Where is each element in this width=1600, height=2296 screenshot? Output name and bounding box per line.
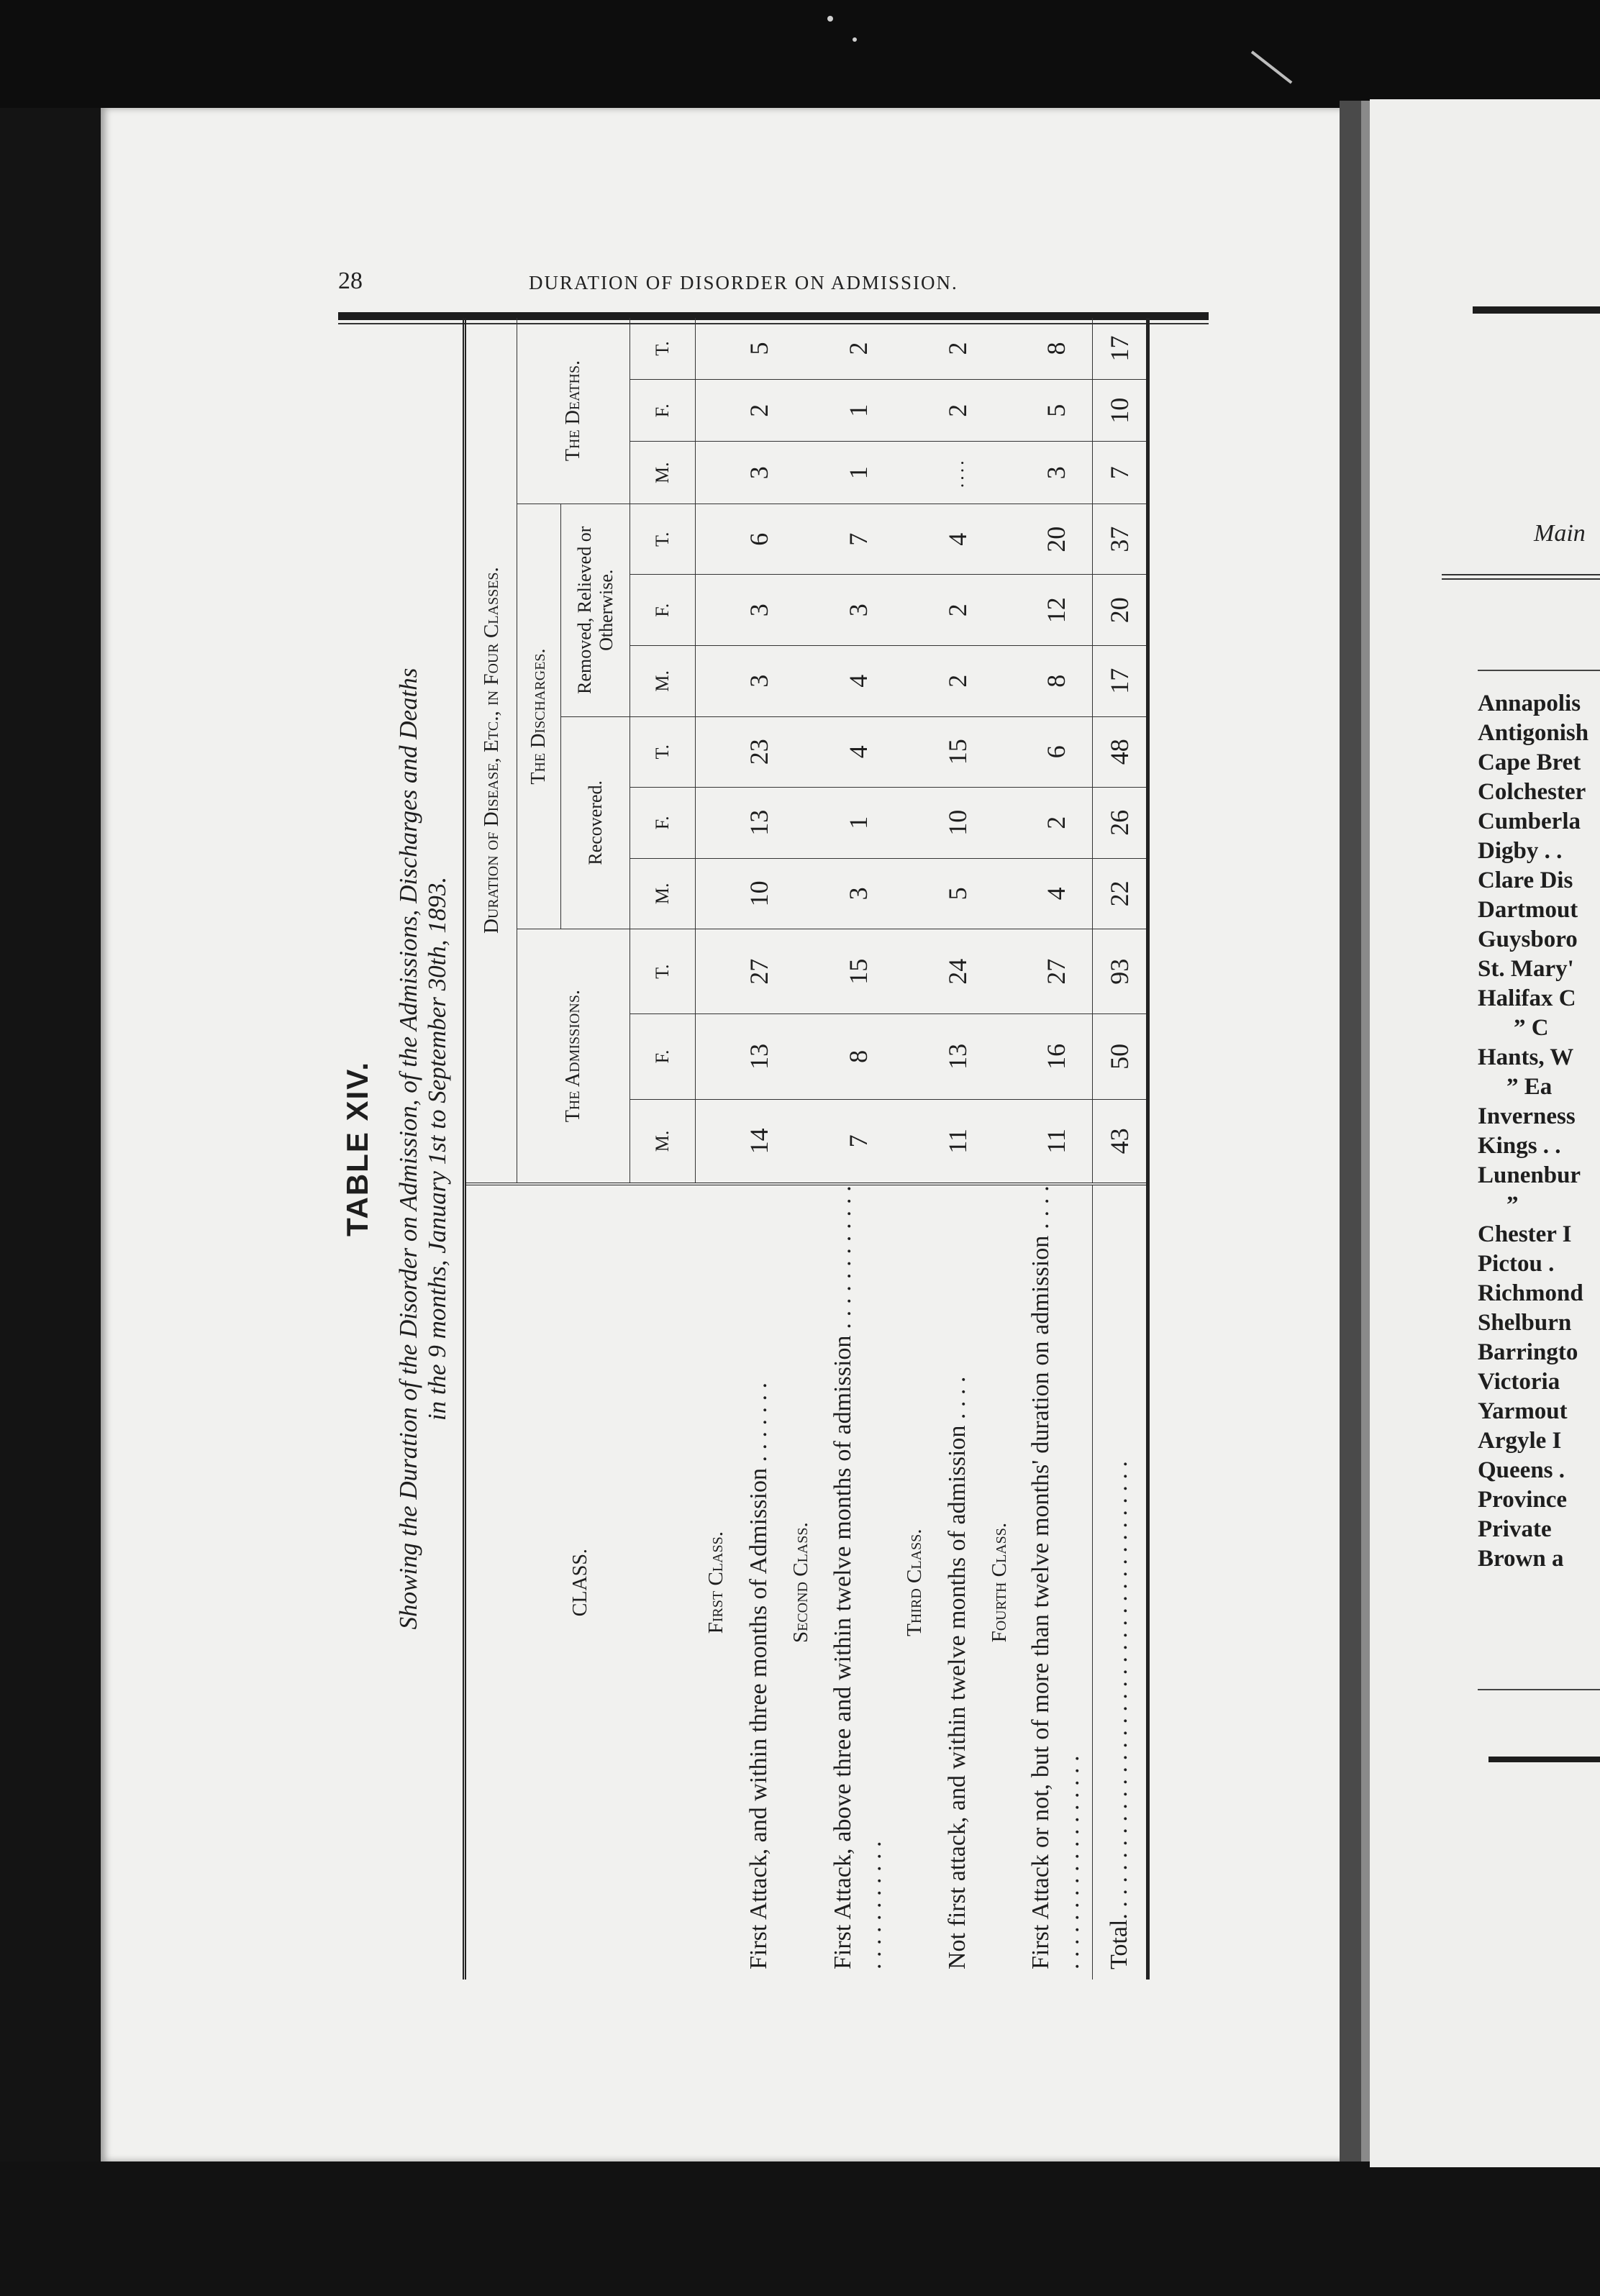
table-cell: 7 — [822, 504, 894, 575]
list-item: Guysboro — [1478, 926, 1578, 952]
total-cell: 48 — [1093, 716, 1148, 788]
list-item: Yarmout — [1478, 1398, 1568, 1424]
table-cell: 11 — [936, 1099, 979, 1184]
table-cell: 11 — [1021, 1099, 1093, 1184]
rule — [1478, 1689, 1600, 1690]
col-f: F. — [630, 788, 696, 859]
admissions-header: The Admissions. — [517, 929, 630, 1185]
table-cell: 6 — [737, 504, 781, 575]
col-t: T. — [630, 318, 696, 380]
rule — [1442, 574, 1600, 575]
table-cell: 3 — [737, 442, 781, 504]
col-t: T. — [630, 504, 696, 575]
table-cell: 4 — [822, 716, 894, 788]
scan-speck — [853, 37, 857, 42]
table-cell: 15 — [822, 929, 894, 1014]
class-label: Second Class. — [781, 1184, 822, 1980]
list-item: Argyle I — [1478, 1428, 1562, 1454]
row-text: First Attack or not, but of more than twelve months' duration on admission — [1027, 1235, 1055, 1969]
list-item: Province — [1478, 1487, 1568, 1513]
rule — [1478, 670, 1600, 671]
list-item: Clare Dis — [1478, 867, 1573, 893]
list-item: ” — [1506, 1192, 1519, 1218]
removed-header: Removed, Relieved or Otherwise. — [561, 504, 630, 716]
table-cell: 13 — [737, 1014, 781, 1099]
total-row-label — [1093, 1184, 1148, 1980]
col-t: T. — [630, 929, 696, 1014]
table-cell: 5 — [1021, 380, 1093, 442]
table-cell: 1 — [822, 788, 894, 859]
table-cell: 8 — [1021, 318, 1093, 380]
col-m: M. — [630, 1099, 696, 1184]
list-item: Chester I — [1478, 1221, 1572, 1247]
total-cell: 17 — [1093, 318, 1148, 380]
total-cell: 10 — [1093, 380, 1148, 442]
total-cell: 50 — [1093, 1014, 1148, 1099]
rotated-table-block — [329, 318, 1207, 1980]
table-cell: 5 — [737, 318, 781, 380]
list-item: Colchester — [1478, 779, 1586, 805]
col-class-header: CLASS. — [465, 1184, 696, 1980]
table-cell: 3 — [822, 858, 894, 929]
table-cell: 2 — [1021, 788, 1093, 859]
table-cell: 2 — [936, 318, 979, 380]
table-cell: 7 — [822, 1099, 894, 1184]
table-cell: 24 — [936, 929, 979, 1014]
county-list — [1478, 689, 1588, 1574]
list-item: Kings . . — [1478, 1133, 1561, 1159]
list-item: Cape Bret — [1478, 750, 1581, 775]
class-label: Third Class. — [894, 1184, 936, 1980]
col-t: T. — [630, 716, 696, 788]
heading-fragment: Main — [1534, 520, 1586, 547]
table-cell: 3 — [737, 646, 781, 717]
group-header: Duration of Disease, Etc., in Four Classes. — [465, 318, 517, 1184]
list-item: Digby . . — [1478, 838, 1563, 864]
table-cell: 20 — [1021, 504, 1093, 575]
list-item: Brown a — [1478, 1546, 1564, 1572]
class-label: First Class. — [696, 1184, 737, 1980]
table-cell: 23 — [737, 716, 781, 788]
table-cell: 3 — [737, 575, 781, 646]
table-cell: 12 — [1021, 575, 1093, 646]
leader-dots: . . . . . . . . . . . . . . . . . . . . . . — [1027, 1185, 1085, 1969]
film-border-bottom — [0, 2161, 1600, 2296]
leader-dots: . . . . . . . . . . . . . . . . . . . . . . . . . . . . . . . . . . . . . . — [1106, 1461, 1132, 1920]
table-cell: 27 — [737, 929, 781, 1014]
list-item: Antigonish — [1478, 720, 1589, 746]
list-item: Dartmout — [1478, 897, 1578, 923]
table-cell: 4 — [1021, 858, 1093, 929]
table-cell: 2 — [936, 646, 979, 717]
col-m: M. — [630, 646, 696, 717]
list-item: Halifax C — [1478, 985, 1576, 1011]
rule-thick — [1488, 1757, 1600, 1762]
page-number: 28 — [338, 268, 363, 294]
class-label: Fourth Class. — [979, 1184, 1021, 1980]
list-item: Richmond — [1478, 1280, 1583, 1306]
total-cell: 17 — [1093, 646, 1148, 717]
table-cell: 2 — [737, 380, 781, 442]
leader-dots: . . . . . . . . . . . . . . . . . . . . . . . — [829, 1185, 886, 1969]
row-description — [1021, 1184, 1093, 1980]
table-cell: 13 — [737, 788, 781, 859]
page-gutter — [1340, 101, 1361, 2165]
table-cell: 1 — [822, 442, 894, 504]
list-item: Victoria — [1478, 1369, 1560, 1395]
table-cell: 16 — [1021, 1014, 1093, 1099]
running-title: DURATION OF DISORDER ON ADMISSION. — [529, 272, 958, 293]
table-cell: 1 — [822, 380, 894, 442]
table-cell: 3 — [822, 575, 894, 646]
total-cell: 37 — [1093, 504, 1148, 575]
list-item: St. Mary' — [1478, 956, 1574, 982]
total-cell: 20 — [1093, 575, 1148, 646]
table-cell: 13 — [936, 1014, 979, 1099]
page-gutter-edge — [1361, 101, 1370, 2165]
list-item: Inverness — [1478, 1103, 1576, 1129]
total-cell: 43 — [1093, 1099, 1148, 1184]
col-m: M. — [630, 858, 696, 929]
list-item: Barringto — [1478, 1339, 1578, 1365]
total-cell: 93 — [1093, 929, 1148, 1014]
col-f: F. — [630, 380, 696, 442]
leader-dots: . . . . . . . — [745, 1382, 772, 1462]
total-cell: 7 — [1093, 442, 1148, 504]
row-description — [822, 1184, 894, 1980]
list-item: Private — [1478, 1516, 1552, 1542]
table-cell: .... — [936, 442, 979, 504]
duration-table — [463, 318, 1150, 1980]
scan-speck — [827, 16, 833, 22]
total-cell: 26 — [1093, 788, 1148, 859]
table-cell: 10 — [936, 788, 979, 859]
list-item: Hants, W — [1478, 1044, 1574, 1070]
list-item: ” Ea — [1506, 1074, 1553, 1100]
list-item: Queens . — [1478, 1457, 1565, 1483]
list-item: ” C — [1514, 1015, 1549, 1041]
list-item: Annapolis — [1478, 691, 1581, 716]
rule — [1442, 578, 1600, 580]
table-cell: 4 — [822, 646, 894, 717]
table-cell: 14 — [737, 1099, 781, 1184]
table-cell: 5 — [936, 858, 979, 929]
table-cell: 8 — [1021, 646, 1093, 717]
list-item: Lunenbur — [1478, 1162, 1581, 1188]
table-cell: 2 — [822, 318, 894, 380]
right-page — [1370, 99, 1600, 2167]
table-caption — [394, 318, 452, 1980]
recovered-header: Recovered. — [561, 716, 630, 929]
col-m: M. — [630, 442, 696, 504]
header-rule — [1473, 306, 1600, 314]
deaths-header: The Deaths. — [517, 318, 630, 504]
film-border-top — [0, 0, 1600, 108]
row-text: First Attack, above three and within twelve months of admission — [829, 1335, 856, 1969]
discharges-header: The Discharges. — [517, 504, 561, 929]
table-cell: 10 — [737, 858, 781, 929]
table-cell: 4 — [936, 504, 979, 575]
row-text: Not first attack, and within twelve months of admission — [943, 1425, 971, 1969]
col-f: F. — [630, 1014, 696, 1099]
col-f: F. — [630, 575, 696, 646]
total-cell: 22 — [1093, 858, 1148, 929]
table-cell: 3 — [1021, 442, 1093, 504]
table-cell: 8 — [822, 1014, 894, 1099]
total-label: Total — [1106, 1919, 1132, 1969]
table-cell: 15 — [936, 716, 979, 788]
leader-dots: . . . . — [943, 1376, 971, 1420]
row-description — [737, 1184, 781, 1980]
list-item: Pictou . — [1478, 1251, 1555, 1277]
table-cell: 2 — [936, 380, 979, 442]
caption-line-1: Showing the Duration of the Disorder on Admission, of the Admissions, Discharges and Deaths — [394, 668, 422, 1630]
caption-line-2: in the 9 months, January 1st to September 30th, 1893. — [423, 876, 451, 1421]
table-title: TABLE XIV. — [340, 1060, 374, 1237]
list-item: Cumberla — [1478, 808, 1581, 834]
table-cell: 2 — [936, 575, 979, 646]
table-cell: 27 — [1021, 929, 1093, 1014]
row-description — [936, 1184, 979, 1980]
table-cell: 6 — [1021, 716, 1093, 788]
list-item: Shelburn — [1478, 1310, 1572, 1336]
row-text: First Attack, and within three months of Admission — [745, 1468, 772, 1969]
